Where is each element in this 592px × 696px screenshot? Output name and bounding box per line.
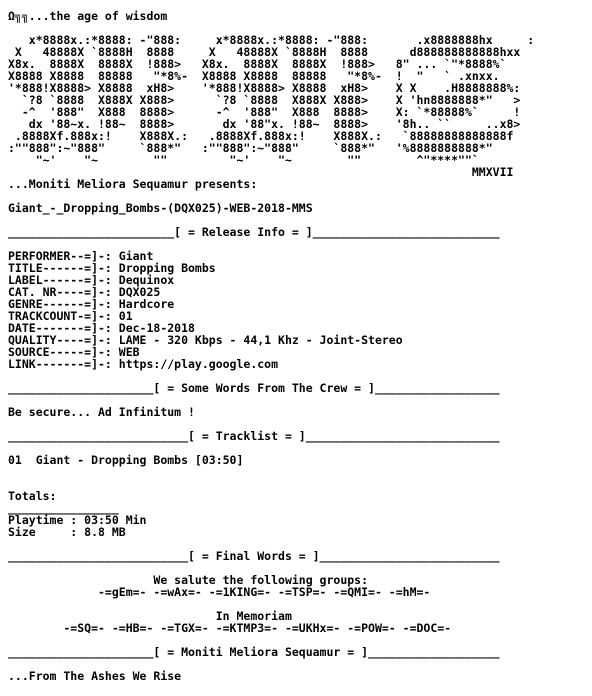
nfo-line: TITLE------=]-: Dropping Bombs	[8, 261, 216, 275]
nfo-line: Size : 8.8 MB	[8, 525, 126, 539]
nfo-line: We salute the following groups:	[8, 573, 369, 587]
nfo-line: PERFORMER--=]-: Giant	[8, 249, 154, 263]
nfo-line: In Memoriam	[8, 609, 292, 623]
nfo-line: __________________________[ = Tracklist = ]____________________________	[8, 429, 500, 443]
nfo-line: ________________	[8, 501, 119, 515]
nfo-line: SOURCE-----=]-: WEB	[8, 345, 140, 359]
nfo-line: LABEL------=]-: Dequinox	[8, 273, 175, 287]
nfo-line: GENRE------=]-: Hardcore	[8, 297, 175, 311]
nfo-line: ...From The Ashes We Rise	[8, 669, 182, 683]
nfo-line: _____________________[ = Some Words From The Crew = ]__________________	[8, 381, 500, 395]
nfo-document	[8, 10, 534, 682]
nfo-line: -=gEm=- -=wAx=- -=1KING=- -=TSP=- -=QMI=- -=hM=-	[8, 585, 431, 599]
nfo-line: DATE-------=]-: Dec-18-2018	[8, 321, 195, 335]
nfo-line: LINK-------=]-: https://play.google.com	[8, 357, 279, 371]
nfo-line: ________________________[ = Release Info = ]___________________________	[8, 225, 500, 239]
ascii-art-banner: Ω╗╗...the age of wisdom x*8888x.:*8888: -"888: x*8888x.:*8888: -"888: .x8888888hx : X 48888X `8888H 8888 X 48888X `8888H 8888 d888888888888hxx X8x. 8888X 8888X !888> X8x. 8888X 8888X !888> 8" ... `"*8888%` X8888 X8888 88888 "*8%- X8888 X8888 88888 "*8%- ! " ` .xnxx. '*888!X8888> X8888 xH8> '*888!X8888> X8888 xH8> X X .H8888888%: `?8 `8888 X888X X888> `?8 `8888 X888X X888> X 'hn8888888*" > -^ '888" X888 8888> -^ '888" X888 8888> X: `*88888%` ! dx '88~x. !88~ 8888> dx '88"x. !88~ 8888> '8h.. `` ..x8> .8888Xf.888x:! X888X.: .8888Xf.888x:! X888X.: `88888888888888f :""888":~"888" `888*" :""888":~"888" `888*" '%8888888888*" "~' "~ "" "~' "~ "" ^"****""` MMXVII	[8, 9, 535, 179]
nfo-line: QUALITY----=]-: LAME - 320 Kbps - 44,1 Khz - Joint-Stereo	[8, 333, 403, 347]
nfo-line: Playtime : 03:50 Min	[8, 513, 147, 527]
nfo-line: ...Moniti Meliora Sequamur presents:	[8, 177, 258, 191]
nfo-line: TRACKCOUNT-=]-: 01	[8, 309, 133, 323]
nfo-line	[8, 478, 534, 490]
nfo-line: Giant_-_Dropping_Bombs-(DQX025)-WEB-2018-MMS	[8, 201, 313, 215]
nfo-line: Be secure... Ad Infinitum !	[8, 405, 195, 419]
nfo-lines	[8, 178, 534, 682]
nfo-line: 01 Giant - Dropping Bombs [03:50]	[8, 453, 244, 467]
nfo-line: CAT. NR----=]-: DQX025	[8, 285, 161, 299]
nfo-line: -=SQ=- -=HB=- -=TGX=- -=KTMP3=- -=UKHx=- -=POW=- -=DOC=-	[8, 621, 452, 635]
nfo-line: __________________________[ = Final Words = ]__________________________	[8, 549, 500, 563]
nfo-line: _____________________[ = Moniti Meliora Sequamur = ]___________________	[8, 645, 500, 659]
nfo-line: Totals:	[8, 489, 57, 503]
nfo-line	[8, 466, 534, 478]
